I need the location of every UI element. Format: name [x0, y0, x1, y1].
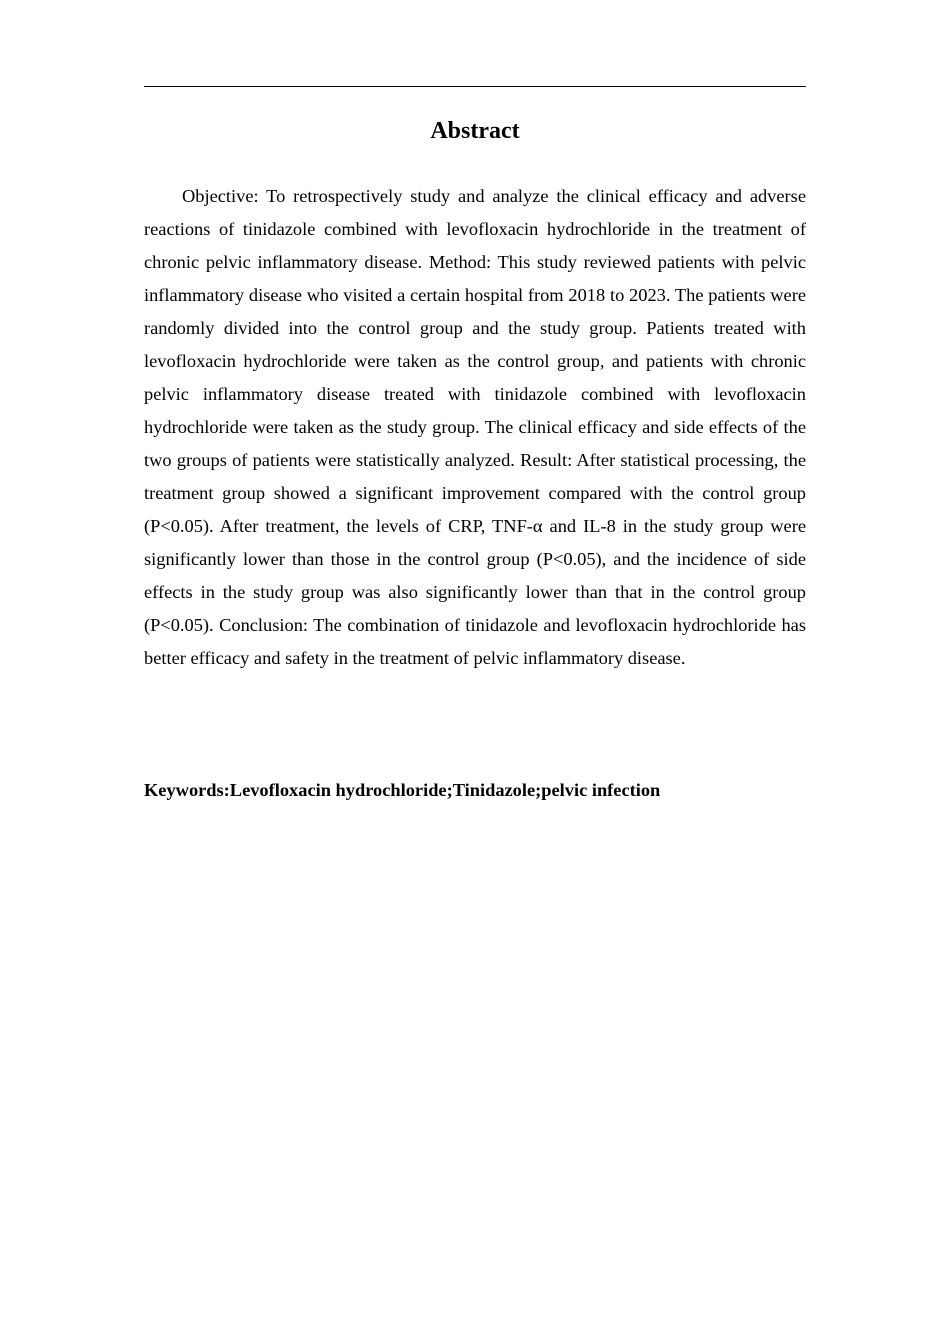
abstract-body: Objective: To retrospectively study and analyze the clinical efficacy and adverse reactions of tinidazole combined with levofloxacin hydrochloride in the treatment of chronic pelvic inflammatory disease. Method: This study reviewed patients with pelvic inflammatory disease who visited a certain hospital from 2018 to 2023. The patients were randomly divided into the control group and the study group. Patients treated with levofloxacin hydrochloride were taken as the control group, and patients with chronic pelvic inflammatory disease treated with tinidazole combined with levofloxacin hydrochloride were taken as the study group. The clinical efficacy and side effects of the two groups of patients were statistically analyzed. Result: After statistical processing, the treatment group showed a significant improvement compared with the control group (P<0.05). After treatment, the levels of CRP, TNF-α and IL-8 in the study group were significantly lower than those in the control group (P<0.05), and the incidence of side effects in the study group was also significantly lower than that in the control group (P<0.05). Conclusion: The combination of tinidazole and levofloxacin hydrochloride has better efficacy and safety in the treatment of pelvic inflammatory disease.: [144, 186, 806, 668]
header-rule: [144, 86, 806, 87]
keywords-line: Keywords:Levofloxacin hydrochloride;Tinidazole;pelvic infection: [144, 780, 661, 800]
abstract-title: Abstract: [430, 118, 520, 144]
